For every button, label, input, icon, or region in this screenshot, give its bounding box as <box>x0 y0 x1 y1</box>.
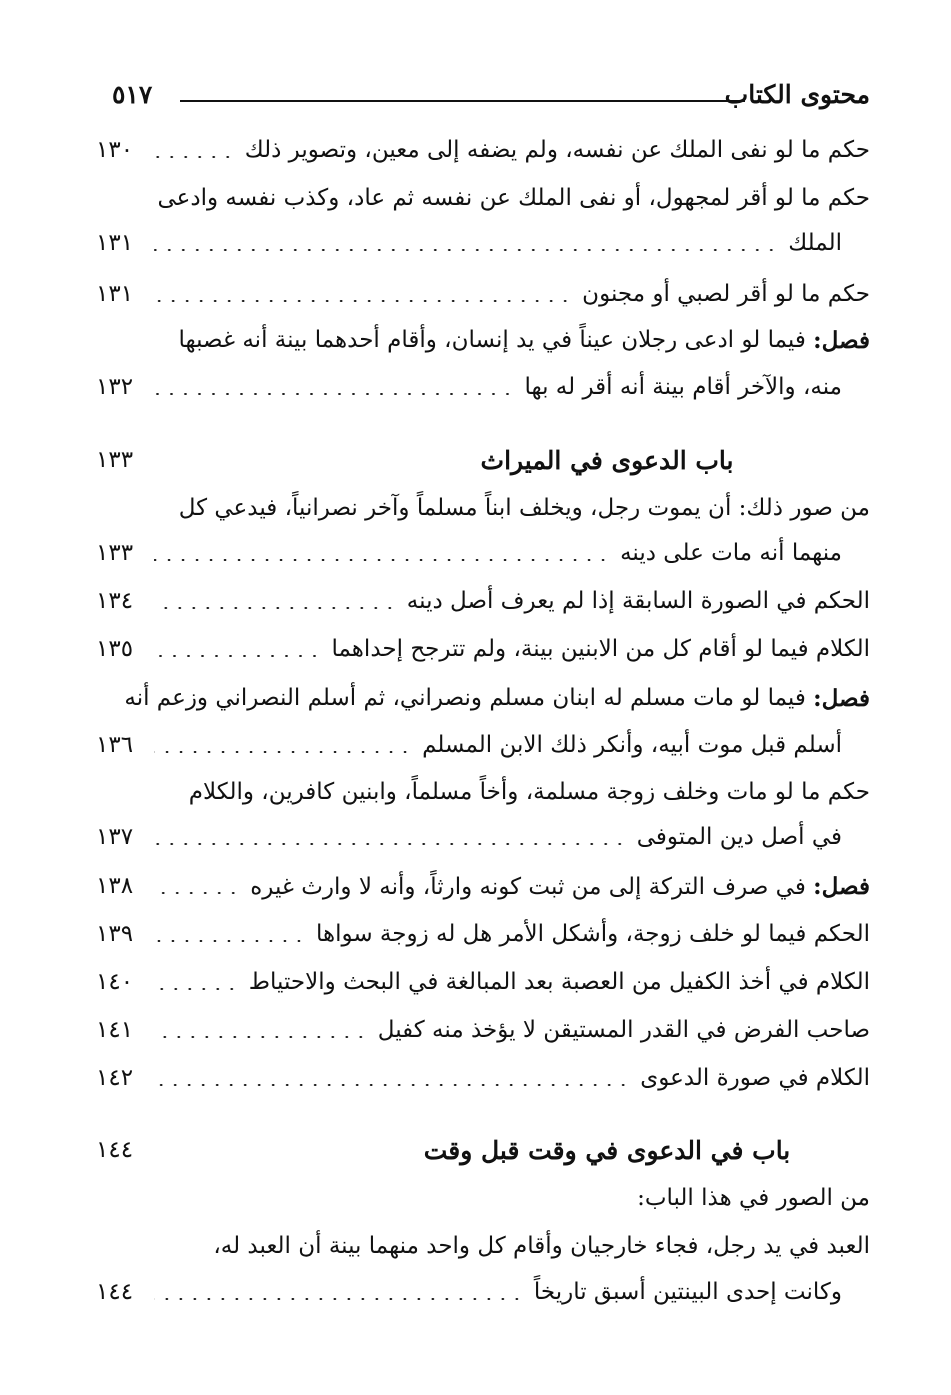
entry-text: الكلام فيما لو أقام كل من الابنين بينة، ولم تترجح إحداهما <box>331 636 870 662</box>
entry-text: حكم ما لو نفى الملك عن نفسه، ولم يضفه إلى معين، وتصوير ذلك <box>244 137 870 163</box>
entry-text <box>250 873 870 900</box>
toc-entry[interactable] <box>96 533 870 573</box>
toc-entry[interactable] <box>96 817 870 857</box>
entry-page: ١٤٤ <box>96 1137 134 1163</box>
toc-entry[interactable] <box>96 629 870 669</box>
entry-page: ١٤٤ <box>96 1279 134 1305</box>
entry-page: ١٣٣ <box>96 540 134 566</box>
toc-entry[interactable] <box>96 1010 870 1050</box>
entry-text: من الصور في هذا الباب: <box>637 1185 870 1211</box>
entry-page: ١٣٧ <box>96 824 134 850</box>
entry-text: الحكم فيما لو خلف زوجة، وأشكل الأمر هل له زوجة سواها <box>315 921 870 947</box>
entry-text: وكانت إحدى البينتين أسبق تاريخاً <box>533 1279 842 1305</box>
page-number: ٥١٧ <box>112 80 153 109</box>
entry-page: ١٣٨ <box>96 873 134 899</box>
leader-dots <box>154 940 306 942</box>
entry-page: ١٣٦ <box>96 732 134 758</box>
entry-page: ١٣٥ <box>96 636 134 662</box>
entry-text: حكم ما لو أقر لمجهول، أو نفى الملك عن نفسه ثم عاد، وكذب نفسه وادعى <box>157 185 870 211</box>
leader-dots <box>154 393 514 395</box>
toc-entry[interactable] <box>96 223 870 263</box>
toc-entry[interactable] <box>96 1058 870 1098</box>
toc-entry[interactable] <box>96 488 870 528</box>
entry-text: حكم ما لو مات وخلف زوجة مسلمة، وأخاً مسلماً، وابنين كافرين، والكلام <box>188 779 870 805</box>
toc-entry[interactable] <box>96 725 870 765</box>
toc-entry[interactable] <box>96 130 870 170</box>
leader-dots <box>154 843 627 845</box>
entry-text: من صور ذلك: أن يموت رجل، ويخلف ابناً مسلماً وآخر نصرانياً، فيدعي كل <box>178 495 870 521</box>
entry-text: فيما لو مات مسلم له ابنان مسلم ونصراني، ثم أسلم النصراني وزعم أنه <box>124 685 806 711</box>
entry-page: ١٣٠ <box>96 137 134 163</box>
entry-text: فيما لو ادعى رجلان عيناً في يد إنسان، وأقام أحدهما بينة أنه غصبها <box>178 327 806 353</box>
section-label: فصل: <box>813 684 870 712</box>
entry-text: صاحب الفرض في القدر المستيقن لا يؤخذ منه كفيل <box>377 1017 870 1043</box>
entry-text: منه، والآخر أقام بينة أنه أقر له بها <box>524 374 842 400</box>
page-header <box>100 80 870 120</box>
leader-dots <box>154 559 610 561</box>
entry-text: حكم ما لو أقر لصبي أو مجنون <box>582 281 870 307</box>
toc-entry[interactable] <box>96 772 870 812</box>
leader-dots <box>154 156 235 158</box>
toc-entry[interactable] <box>96 581 870 621</box>
entry-page: ١٤١ <box>96 1017 134 1043</box>
chapter-heading[interactable] <box>96 1130 870 1170</box>
entry-text: الكلام في صورة الدعوى <box>640 1065 870 1091</box>
toc-entry[interactable] <box>96 178 870 218</box>
chapter-heading[interactable] <box>96 440 870 480</box>
toc-entry[interactable] <box>96 367 870 407</box>
leader-dots <box>154 751 412 753</box>
toc-entry[interactable] <box>96 962 870 1002</box>
toc-entry[interactable] <box>96 1272 870 1312</box>
entry-text: الكلام في أخذ الكفيل من العصبة بعد المبالغة في البحث والاحتياط <box>248 969 870 995</box>
toc-entry[interactable] <box>96 274 870 314</box>
entry-text: الحكم في الصورة السابقة إذا لم يعرف أصل دينه <box>406 588 870 614</box>
entry-page: ١٣٤ <box>96 588 134 614</box>
toc-entry[interactable] <box>96 1178 870 1218</box>
entry-text: العبد في يد رجل، فجاء خارجيان وأقام كل واحد منهما بينة أن العبد له، <box>213 1233 870 1259</box>
leader-dots <box>154 1036 368 1038</box>
entry-page: ١٤٠ <box>96 969 134 995</box>
entry-page: ١٣١ <box>96 281 134 307</box>
toc-entry[interactable] <box>96 866 870 906</box>
leader-dots <box>154 988 239 990</box>
leader-dots <box>154 1084 630 1086</box>
leader-dots <box>154 300 572 302</box>
running-title: محتوى الكتاب <box>724 80 870 109</box>
header-rule <box>180 100 745 102</box>
toc-entry[interactable] <box>96 678 870 718</box>
section-label: فصل: <box>813 326 870 354</box>
entry-page: ١٣٩ <box>96 921 134 947</box>
entry-page: ١٤٢ <box>96 1065 134 1091</box>
entry-text: أسلم قبل موت أبيه، وأنكر ذلك الابن المسلم <box>422 732 842 758</box>
toc-entry[interactable] <box>96 1226 870 1266</box>
toc-entry[interactable] <box>96 914 870 954</box>
entry-page: ١٣٣ <box>96 447 134 473</box>
heading-text: باب في الدعوى في وقت قبل وقت <box>423 1135 791 1165</box>
leader-dots <box>154 655 322 657</box>
entry-text: في أصل دين المتوفى <box>636 824 842 850</box>
toc-entry[interactable] <box>96 320 870 360</box>
entry-body: في صرف التركة إلى من ثبت كونه وارثاً، وأنه لا وارث غيره <box>250 873 806 900</box>
heading-text: باب الدعوى في الميراث <box>480 445 734 475</box>
leader-dots <box>154 1298 524 1300</box>
entry-page: ١٣١ <box>96 230 134 256</box>
leader-dots <box>154 249 778 251</box>
entry-text: الملك <box>788 230 842 256</box>
entry-page: ١٣٢ <box>96 374 134 400</box>
leader-dots <box>154 892 240 894</box>
section-label: فصل: <box>813 872 870 900</box>
entry-text: منهما أنه مات على دينه <box>620 540 842 566</box>
leader-dots <box>154 607 397 609</box>
